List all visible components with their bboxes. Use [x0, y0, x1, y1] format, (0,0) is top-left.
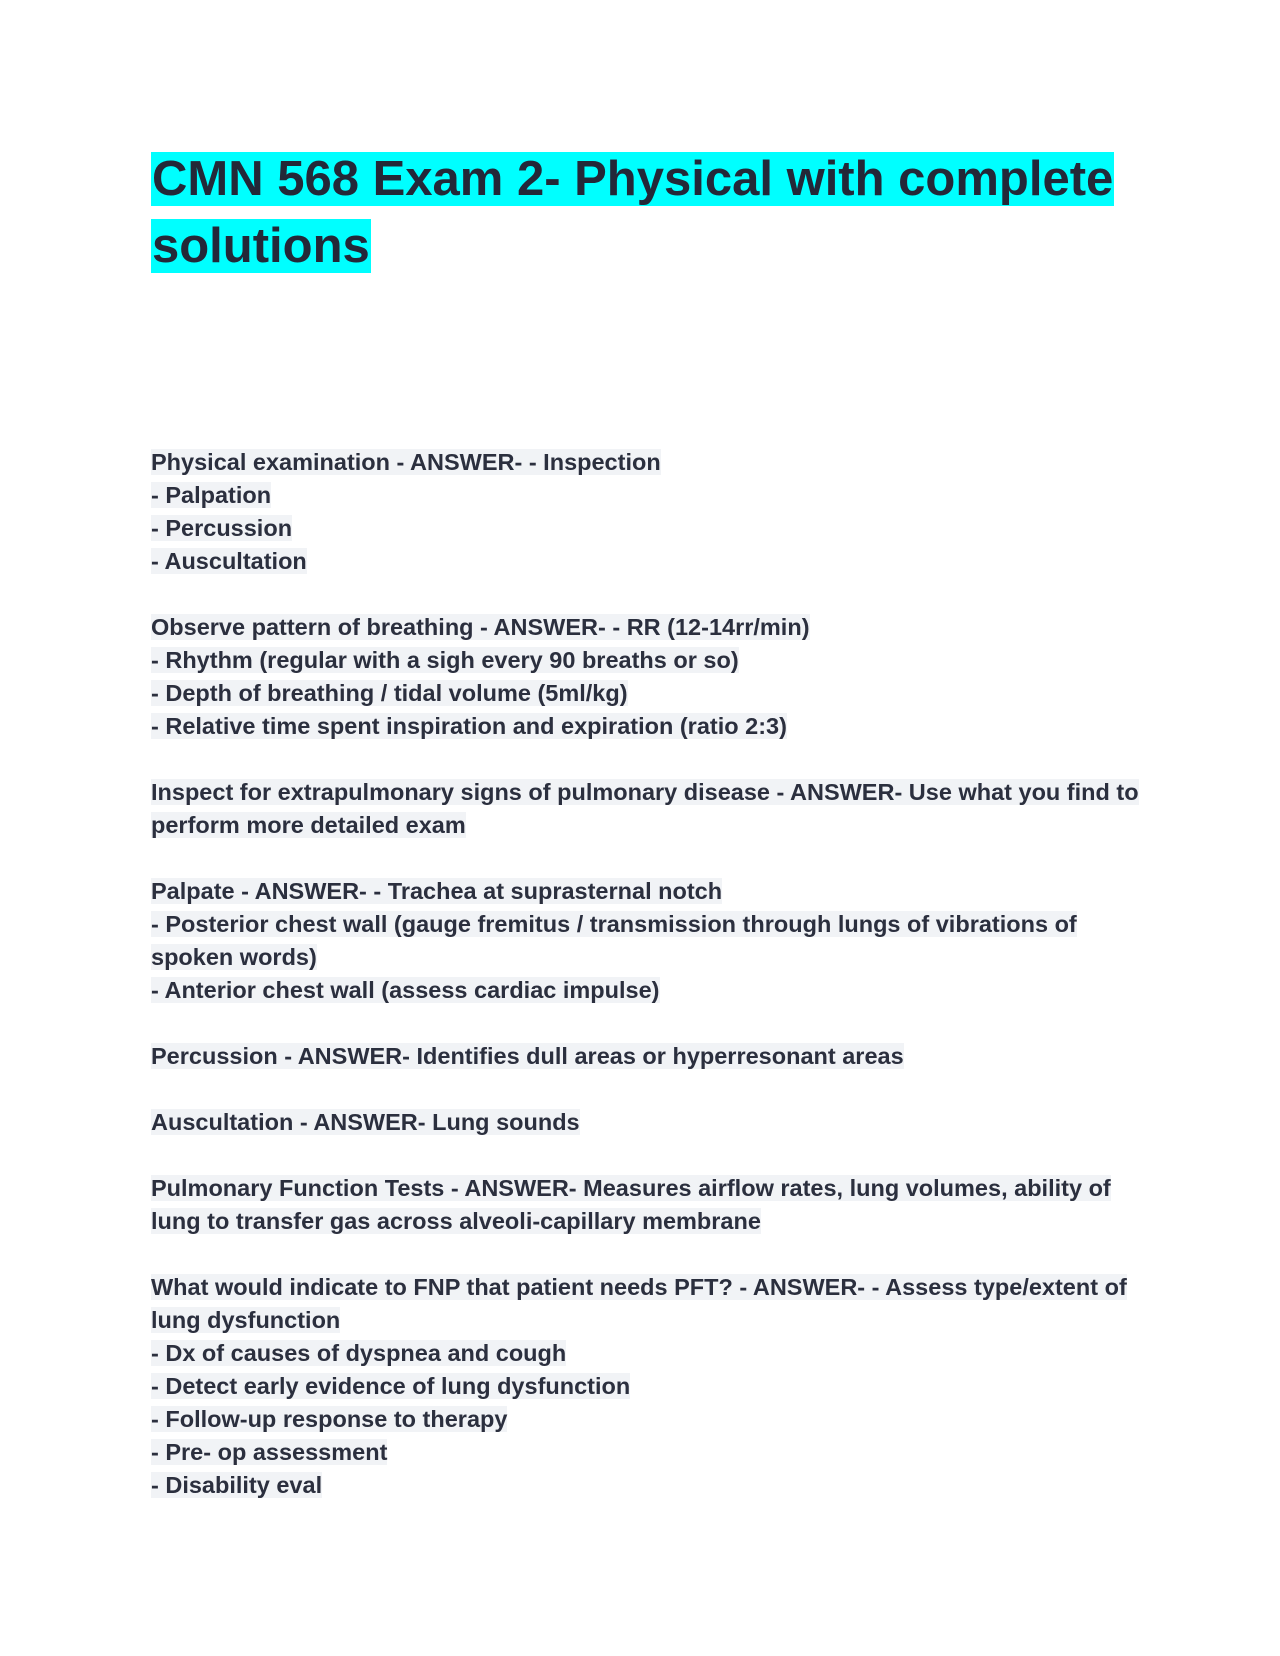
qa-answer-line [151, 1469, 1141, 1502]
qa-line-text: - Percussion [151, 515, 293, 541]
qa-question-line [151, 1271, 1141, 1337]
qa-line-text: Inspect for extrapulmonary signs of pulmonary disease - ANSWER- Use what you find to perform more detailed exam [151, 779, 1139, 838]
qa-answer-line [151, 644, 1141, 677]
qa-answer-line [151, 974, 1141, 1007]
qa-answer-line [151, 908, 1141, 974]
qa-line-text: What would indicate to FNP that patient needs PFT? - ANSWER- - Assess type/extent of lung dysfunction [151, 1274, 1127, 1333]
qa-question-line [151, 446, 1141, 479]
qa-entry [151, 1106, 1141, 1139]
qa-line-text: - Disability eval [151, 1472, 323, 1498]
qa-line-text: Palpate - ANSWER- - Trachea at suprasternal notch [151, 878, 723, 904]
qa-question-line [151, 1040, 1141, 1073]
qa-line-text: - Rhythm (regular with a sigh every 90 breaths or so) [151, 647, 739, 673]
qa-line-text: Pulmonary Function Tests - ANSWER- Measures airflow rates, lung volumes, ability of lung to transfer gas across alveoli-capillary membrane [151, 1175, 1111, 1234]
qa-line-text: - Relative time spent inspiration and expiration (ratio 2:3) [151, 713, 787, 739]
qa-line-text: - Follow-up response to therapy [151, 1406, 508, 1432]
qa-answer-line [151, 677, 1141, 710]
qa-entry [151, 611, 1141, 743]
qa-line-text: Physical examination - ANSWER- - Inspection [151, 449, 661, 475]
qa-line-text: Auscultation - ANSWER- Lung sounds [151, 1109, 580, 1135]
qa-line-text: - Dx of causes of dyspnea and cough [151, 1340, 567, 1366]
document-title [151, 146, 1141, 280]
qa-question-line [151, 1172, 1141, 1238]
qa-answer-line [151, 512, 1141, 545]
qa-answer-line [151, 479, 1141, 512]
qa-question-line [151, 611, 1141, 644]
qa-line-text: - Posterior chest wall (gauge fremitus / transmission through lungs of vibrations of spoken words) [151, 911, 1077, 970]
qa-line-text: - Pre- op assessment [151, 1439, 388, 1465]
qa-line-text: - Depth of breathing / tidal volume (5ml/kg) [151, 680, 628, 706]
qa-line-text: - Detect early evidence of lung dysfunction [151, 1373, 631, 1399]
document-title-text: CMN 568 Exam 2- Physical with complete solutions [152, 152, 1114, 273]
qa-entry [151, 1271, 1141, 1502]
qa-entry [151, 875, 1141, 1007]
qa-list [151, 446, 1141, 1535]
qa-line-text: Percussion - ANSWER- Identifies dull areas or hyperresonant areas [151, 1043, 904, 1069]
qa-question-line [151, 1106, 1141, 1139]
qa-entry [151, 776, 1141, 842]
qa-entry [151, 446, 1141, 578]
qa-answer-line [151, 1370, 1141, 1403]
qa-line-text: - Palpation [151, 482, 272, 508]
qa-question-line [151, 875, 1141, 908]
document-page [151, 146, 1141, 1498]
qa-entry [151, 1040, 1141, 1073]
qa-answer-line [151, 545, 1141, 578]
qa-line-text: - Auscultation [151, 548, 307, 574]
qa-answer-line [151, 1337, 1141, 1370]
qa-line-text: - Anterior chest wall (assess cardiac impulse) [151, 977, 660, 1003]
qa-entry [151, 1172, 1141, 1238]
qa-question-line [151, 776, 1141, 842]
qa-answer-line [151, 710, 1141, 743]
qa-answer-line [151, 1403, 1141, 1436]
qa-answer-line [151, 1436, 1141, 1469]
qa-line-text: Observe pattern of breathing - ANSWER- - RR (12-14rr/min) [151, 614, 810, 640]
